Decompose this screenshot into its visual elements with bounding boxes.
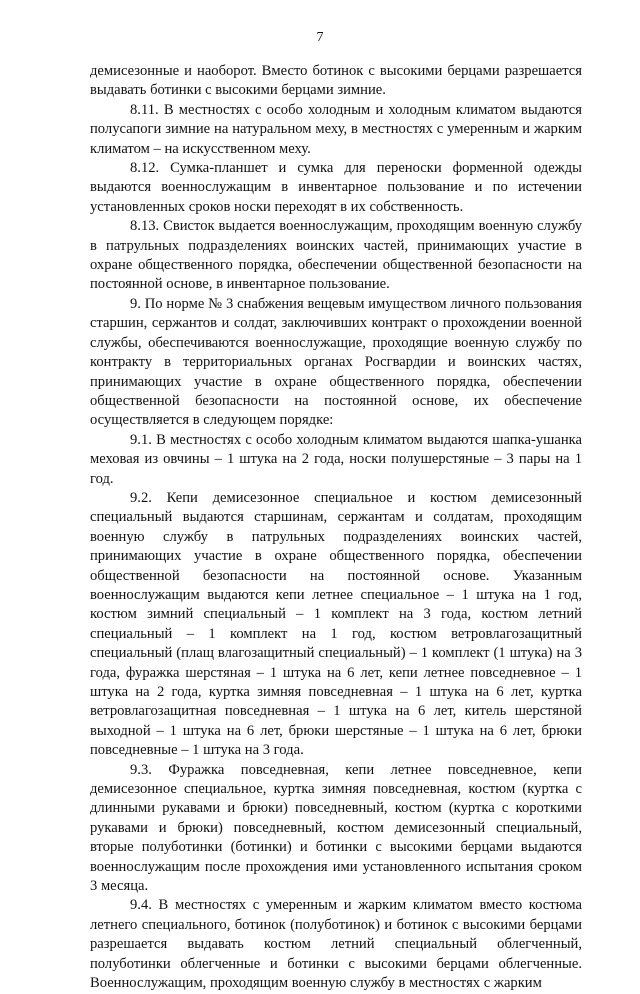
paragraph-8-12: 8.12. Сумка-планшет и сумка для переноски форменной одежды выдаются военнослужащим в инвентарное пользование и по истечении установленных сроков носки переходят в их собственность. [90, 160, 582, 215]
paragraph-continuation: демисезонные и наоборот. Вместо ботинок с высокими берцами разрешается выдавать ботинки с высокими берцами зимние. [90, 63, 582, 99]
paragraph-9-4: 9.4. В местностях с умеренным и жарким климатом вместо костюма летнего специального, ботинок (полуботинок) и ботинок с высокими берцами разрешается выдавать костюм летний специальный облегченный, полуботинки облегченные и ботинки с высокими берцами облегченные. Военнослужащим, проходящим военную службу в местностях с жарким [90, 897, 582, 992]
paragraph-8-13: 8.13. Свисток выдается военнослужащим, проходящим военную службу в патрульных подразделениях воинских частей, принимающих участие в охране общественного порядка, обеспечении общественной безопасности на постоянной основе, в инвентарное пользование. [90, 218, 582, 293]
paragraph-9-1: 9.1. В местностях с особо холодным климатом выдаются шапка-ушанка меховая из овчины – 1 штука на 2 года, носки полушерстяные – 3 пары на 1 год. [90, 431, 582, 487]
paragraph-9: 9. По норме № 3 снабжения вещевым имуществом личного пользования старшин, сержантов и солдат, заключивших контракт о прохождении военной службы, обеспечиваются военнослужащие, проходящие военную службу по контракту в территориальных органах Росгвардии и воинских частях, принимающих участие в охране общественного порядка, обеспечении общественной безопасности на постоянной основе, их обеспечение осуществляется в следующем порядке: [90, 295, 582, 429]
paragraph-9-2: 9.2. Кепи демисезонное специальное и костюм демисезонный специальный выдаются старшинам, сержантам и солдатам, проходящим военную службу в патрульных подразделениях воинских частей, принимающих участие в охране общественного порядка, обеспечении общественной безопасности на постоянной основе. Указанным военнослужащим выдаются кепи летнее специальное – 1 штука на 1 год, костюм зимний специальный – 1 комплект на 3 года, костюм летний специальный – 1 комплект на 1 год, костюм ветровлагозащитный специальный (плащ влагозащитный специальный) – 1 комплект (1 штука) на 3 года, фуражка шерстяная – 1 штука на 6 лет, кепи летнее повседневное – 1 штука на 2 года, куртка зимняя повседневная – 1 штука на 6 лет, куртка ветровлагозащитная повседневная – 1 штука на 6 лет, китель шерстяной выходной – 1 штука на 6 лет, брюки шерстяные – 1 штука на 6 лет, брюки повседневные – 1 штука на 3 года. [90, 489, 582, 759]
paragraph-9-3: 9.3. Фуражка повседневная, кепи летнее повседневное, кепи демисезонное специальное, куртка зимняя повседневная, костюм (куртка с длинными рукавами и брюки) повседневный, костюм (куртка с короткими рукавами и брюки) повседневный, костюм демисезонный специальный, вторые полуботинки (ботинки) и ботинки с высокими берцами выдаются военнослужащим после прохождения ими установленного испытания сроком 3 месяца. [90, 761, 582, 895]
page-number: 7 [316, 30, 324, 45]
body-text [90, 62, 582, 994]
paragraph-8-11: 8.11. В местностях с особо холодным и холодным климатом выдаются полусапоги зимние на натуральном меху, в местностях с умеренным и жарким климатом – на искусственном меху. [90, 101, 582, 157]
